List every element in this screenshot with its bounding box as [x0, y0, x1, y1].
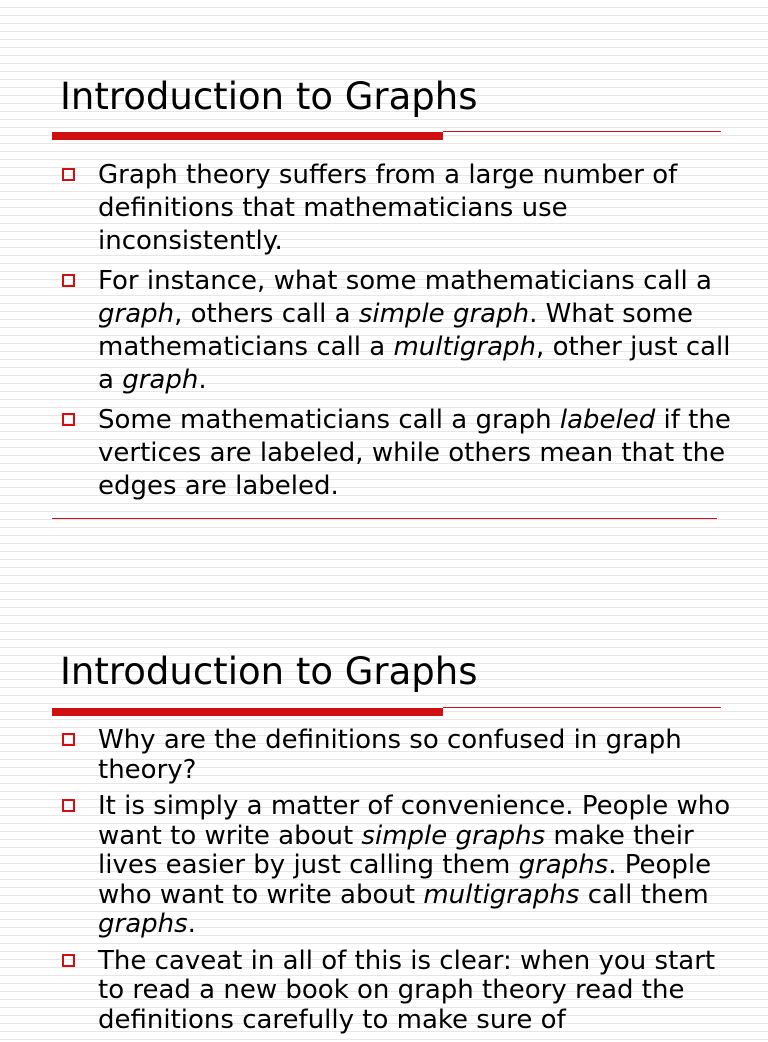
- italic-term: multigraphs: [423, 879, 580, 910]
- slide-bottom-rule: [52, 518, 717, 519]
- italic-term: graphs: [98, 909, 188, 939]
- bullet-item: [0, 726, 768, 785]
- bullet-text: Some mathematicians call a graph labeled if the vertices are labeled, while others mean that the edges are labeled.: [98, 405, 731, 501]
- bullet-item: [0, 265, 768, 397]
- hollow-square-bullet-icon: [62, 274, 75, 287]
- italic-term: simple graph: [358, 299, 530, 329]
- italic-term: graph: [98, 299, 175, 329]
- bullet-text: For instance, what some mathematicians call a graph, others call a simple graph. What some mathematicians call a multigraph, other just call a graph.: [98, 266, 731, 395]
- bullet-item: [0, 159, 768, 258]
- hollow-square-bullet-icon: [62, 413, 75, 426]
- bullet-item: [0, 404, 768, 503]
- hollow-square-bullet-icon: [62, 954, 75, 967]
- title-underline-thick: [52, 708, 443, 716]
- bullet-text: The caveat in all of this is clear: when you start to read a new book on graph theory read the definitions carefully to make sure of: [98, 945, 716, 1035]
- bullet-text: It is simply a matter of convenience. People who want to write about simple graphs make their lives easier by just calling them graphs. People who want to write about multigraphs call them graphs.: [98, 791, 731, 939]
- italic-term: labeled: [559, 405, 656, 435]
- hollow-square-bullet-icon: [62, 168, 75, 181]
- bullet-item: [0, 792, 768, 940]
- italic-term: graph: [122, 365, 199, 395]
- italic-term: simple graphs: [361, 820, 546, 851]
- title-underline-thin: [443, 131, 721, 132]
- title-underline-thin: [443, 707, 721, 708]
- bullet-item: [0, 947, 768, 1036]
- title-underline-thick: [52, 132, 443, 140]
- italic-term: graphs: [518, 850, 609, 880]
- hollow-square-bullet-icon: [62, 733, 75, 746]
- italic-term: multigraph: [393, 332, 537, 362]
- bullet-text: Graph theory suffers from a large number of definitions that mathematicians use inconsistently.: [98, 160, 678, 256]
- slide-2: [0, 575, 768, 1035]
- bullet-list: [0, 726, 768, 1042]
- hollow-square-bullet-icon: [62, 799, 75, 812]
- bullet-text: Why are the definitions so confused in graph theory?: [98, 725, 682, 785]
- bullet-list: [0, 159, 768, 510]
- slide-title: Introduction to Graphs: [60, 75, 478, 118]
- slide-title: Introduction to Graphs: [60, 650, 478, 693]
